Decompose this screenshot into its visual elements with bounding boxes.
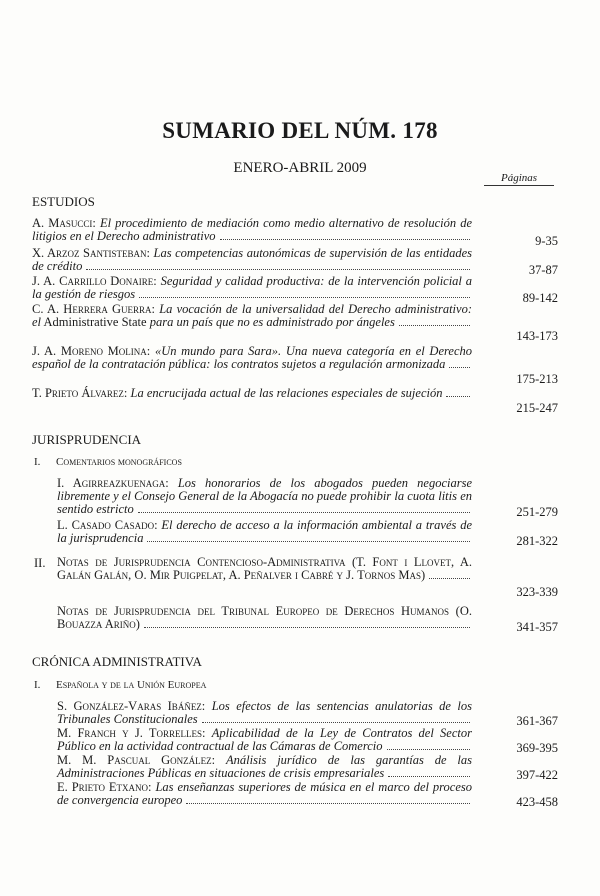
toc-entry[interactable] [57,753,558,782]
toc-entry[interactable] [32,302,558,343]
entry-title: Los honorarios de los abogados pueden negociarse libremente y el Consejo General de la Abogacía no puede prohibir la cuota litis [57,476,473,503]
entry-title: Aplicabilidad de la Ley de Contratos del Sector Público en la actividad contractual de las Cámaras de Comercio [57,726,472,753]
entry-title: Seguridad y calidad productiva: de la intervención policial a la gestión de riesgos [32,274,472,301]
toc-entry[interactable] [32,344,558,386]
entry-pages: 37-87 [528,263,558,277]
dot-leader [220,230,470,240]
section-jurisprudencia: JURISPRUDENCIA [32,432,142,447]
entry-pages: 251-279 [516,505,558,519]
entry-author: T. Prieto Álvarez: [32,386,128,400]
dot-leader [147,532,470,542]
page-title: SUMARIO DEL NÚM. 178 [162,118,438,143]
entry-pages: 175-213 [516,372,558,386]
dot-leader [429,569,470,579]
entry-author: J. A. Carrillo Donaire: [32,274,157,288]
entry-title-cont: en sentido estricto [57,489,472,516]
entry-pages: 423-458 [516,795,558,809]
entry-pages: 281-322 [516,534,558,548]
entry-author: S. González-Varas Ibáñez: [57,699,206,713]
section-estudios: ESTUDIOS [32,194,95,209]
entry-authors: (O. Bouazza Ariño) [57,604,472,631]
entry-author: A. Masucci: [32,216,96,230]
entry-pages: 369-395 [516,741,558,755]
entry-author: L. Casado Casado: [57,518,158,532]
entry-title: Los efectos de las sentencias anulatorias de los Tribunales Constitucionales [57,699,473,726]
subsection-number: I. [34,679,41,691]
subsection-espanola [34,679,206,691]
section-cronica: CRÓNICA ADMINISTRATIVA [32,654,202,669]
toc-entry[interactable] [57,726,558,755]
entry-title: Análisis jurídico de las garantías de las Administraciones Públicas en situaciones de crisis empresariales [57,753,472,780]
entry-authors: (T. Font i Llovet, A. Galán Galán, O. Mir Puigpelat, A. Peñalver i Cabré y J. Tornos Mas) [57,555,473,582]
toc-entry[interactable] [32,274,558,305]
entry-title: La vocación de la universalidad del Derecho administrativo: el [32,302,472,329]
paginas-column-header: Páginas [484,172,554,186]
entry-author: M. M. Pascual González: [57,753,216,767]
entry-pages: 9-35 [535,234,558,248]
entry-pages: 215-247 [516,401,558,415]
dot-leader [144,618,470,628]
entry-title: «Un mundo para Sara». Una nueva categoría en el Derecho español de la contratación pública: los contratos sujetos a regulación armonizada [32,344,472,371]
toc-entry[interactable] [32,246,558,277]
entry-title: Notas de Jurisprudencia Contencioso-Administrativa [57,555,346,569]
entry-title: Notas de Jurisprudencia del Tribunal Europeo de Derechos Humanos [57,604,450,618]
entry-title: La encrucijada actual de las relaciones especiales de sujeción [130,386,443,400]
entry-author: X. Arzoz Santisteban: [32,246,150,260]
toc-entry[interactable] [57,604,558,634]
toc-entry[interactable] [32,386,558,415]
dot-leader [449,358,470,368]
toc-entry[interactable] [32,216,558,248]
dot-leader [138,503,470,513]
subsection-label: Comentarios monográficos [56,456,182,468]
entry-title-cont: para un país que no es administrado por ángeles [149,315,395,329]
toc-entry[interactable] [57,555,558,599]
entry-author: E. Prieto Etxano: [57,780,152,794]
toc-entry[interactable] [57,518,558,548]
issue-date: ENERO-ABRIL 2009 [233,160,367,176]
entry-pages: 361-367 [516,714,558,728]
entry-pages: 89-142 [522,291,558,305]
dot-leader [139,288,470,298]
entry-title: Las competencias autonómicas de supervisión de las entidades de crédito [32,246,472,273]
entry-author: I. Agirreazkuenaga: [57,476,169,490]
dot-leader [202,713,470,723]
toc-entry[interactable] [57,699,558,728]
dot-leader [399,316,470,326]
entry-title-roman: Administrative State [43,315,147,329]
entry-title: Las enseñanzas superiores de música en el marco del proceso de convergencia europeo [57,780,473,807]
entry-pages: 323-339 [516,585,558,599]
entry-pages: 397-422 [516,768,558,782]
entry-pages: 143-173 [516,329,558,343]
subsection-number: I. [34,456,41,468]
entry-pages: 341-357 [516,620,558,634]
dot-leader [86,260,470,270]
dot-leader [446,387,470,397]
subsection-comentarios [34,456,182,468]
entry-author: C. A. Herrera Guerra: [32,302,156,316]
toc-entry[interactable] [57,476,558,519]
entry-title: El procedimiento de mediación como medio alternativo de resolución de litigios en el Derecho administrativo [32,216,472,243]
dot-leader [388,767,470,777]
toc-entry[interactable] [57,780,558,809]
entry-author: M. Franch y J. Torrelles: [57,726,206,740]
entry-author: J. A. Moreno Molina: [32,344,151,358]
subsection-label: Española y de la Unión Europea [56,679,207,691]
subsection-number: II. [34,556,46,570]
dot-leader [186,794,470,804]
dot-leader [387,740,470,750]
entry-title: El derecho de acceso a la información ambiental a través de la jurisprudencia [57,518,472,545]
